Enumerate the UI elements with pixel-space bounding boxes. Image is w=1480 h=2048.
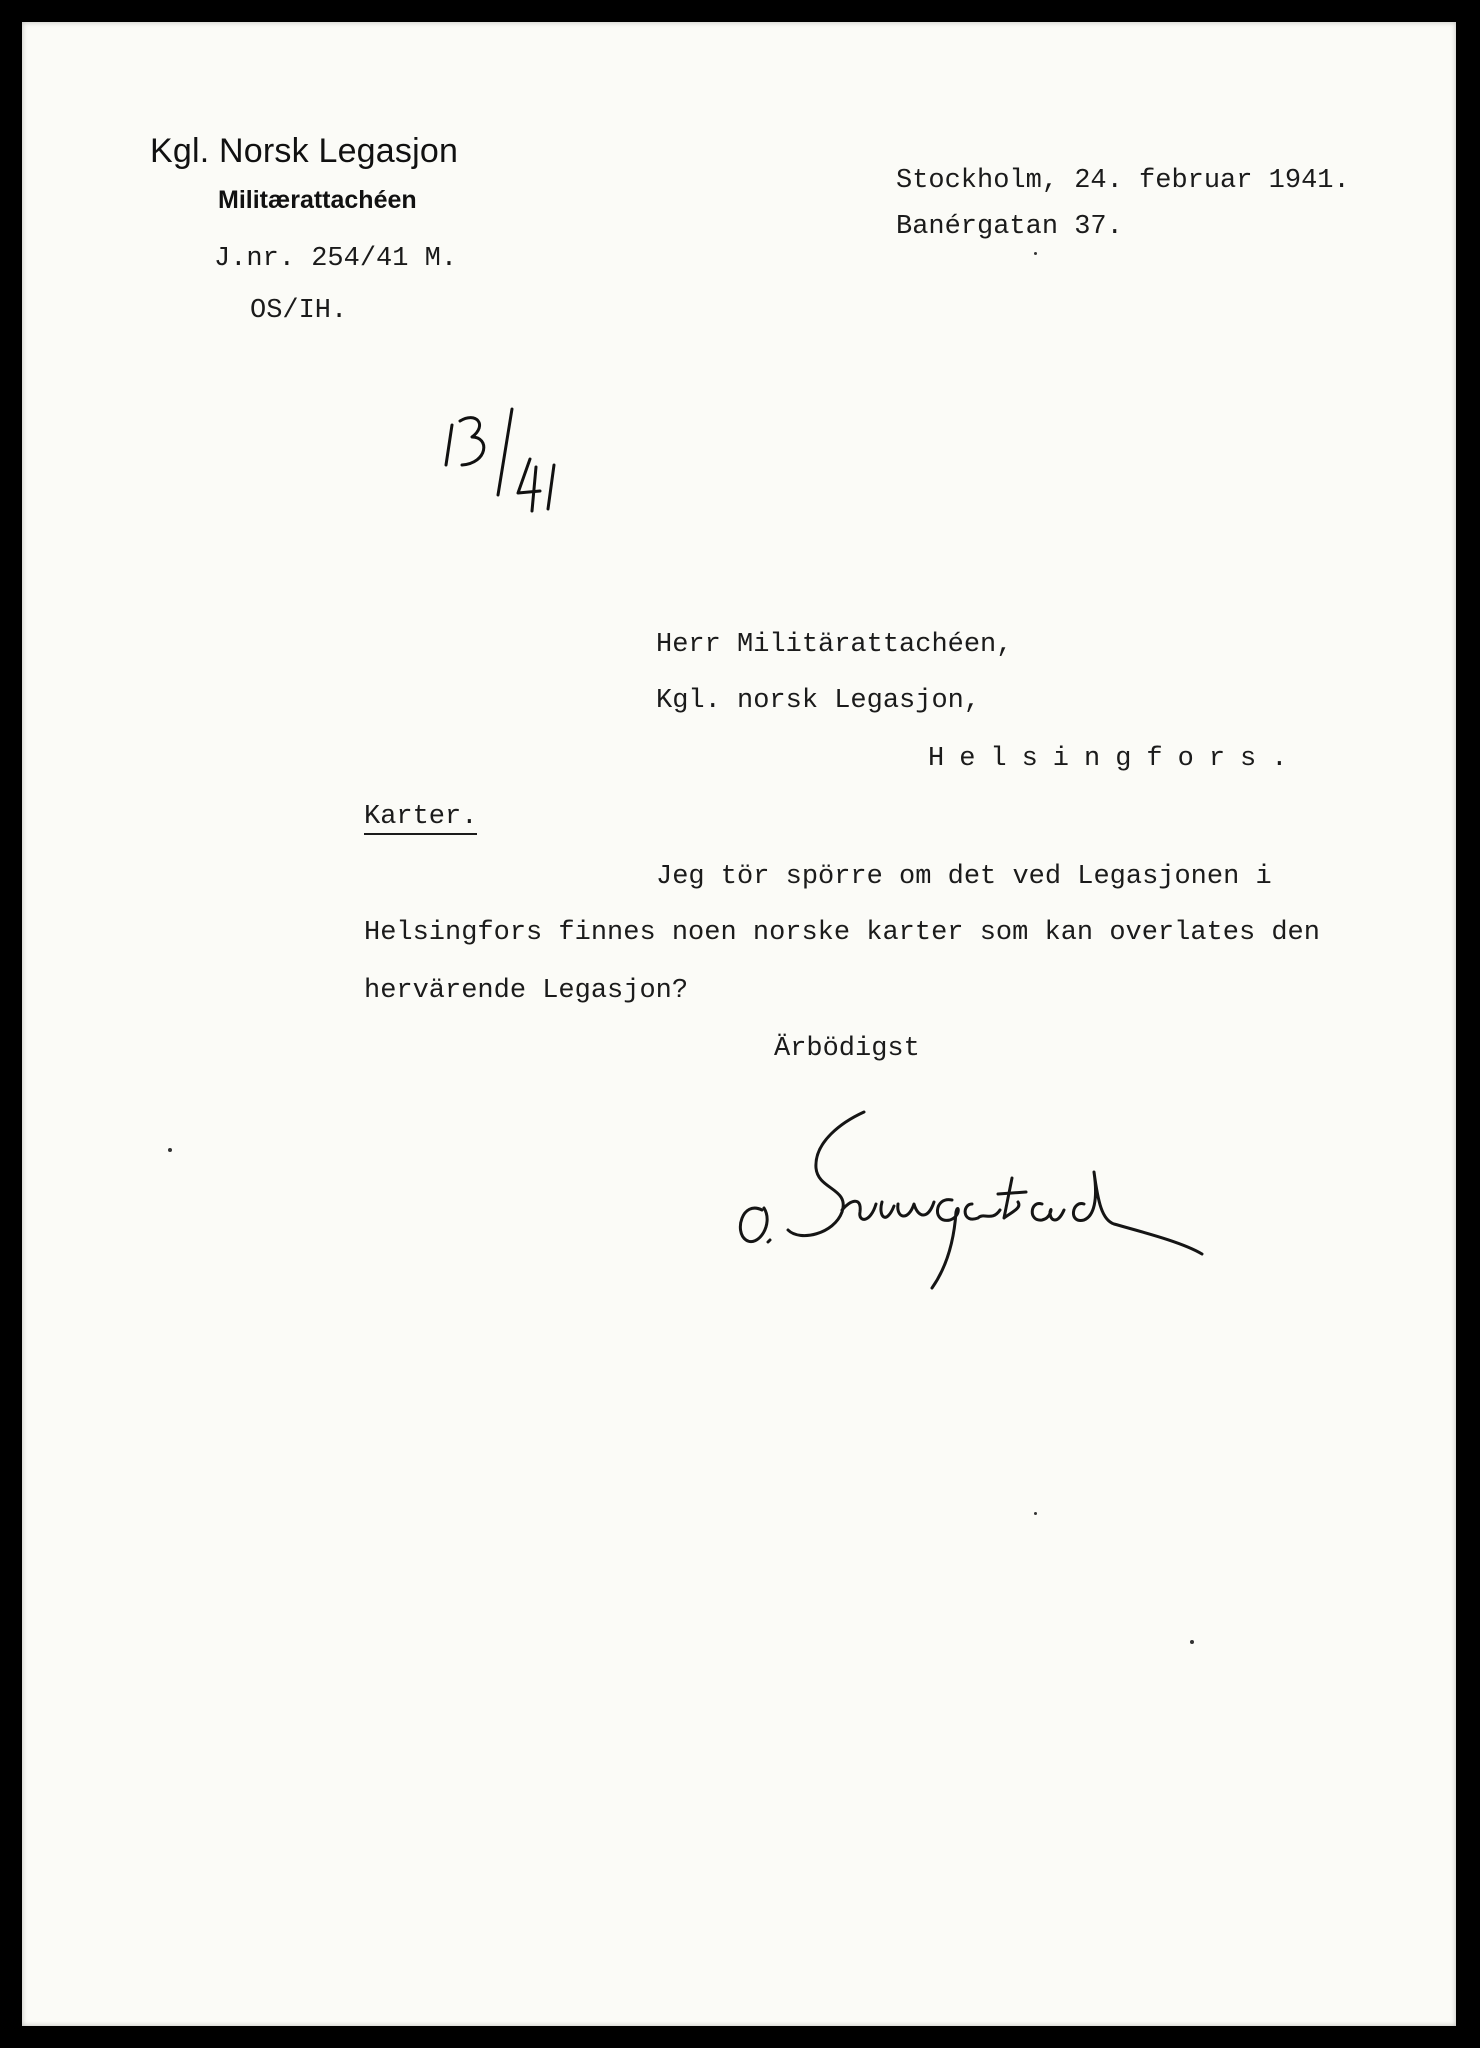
letterhead-title: Kgl. Norsk Legasjon [150, 132, 459, 170]
handwritten-signature [722, 1092, 1212, 1292]
body-line: hervärende Legasjon? [364, 976, 689, 1006]
closing-salutation: Ärbödigst [774, 1034, 920, 1064]
sender-address: Banérgatan 37. [896, 212, 1123, 242]
subject-line: Karter. [364, 804, 477, 835]
paper-speck [1190, 1640, 1194, 1644]
body-line: Jeg tör spörre om det ved Legasjonen i [656, 862, 1272, 892]
recipient-city: Helsingfors. [928, 744, 1303, 774]
handwritten-file-number [442, 407, 592, 517]
letterhead-subtitle: Militærattachéen [218, 186, 417, 214]
journal-number: J.nr. 254/41 M. [214, 244, 458, 274]
recipient-organization: Kgl. norsk Legasjon, [656, 686, 981, 716]
recipient-title: Herr Militärattachéen, [656, 630, 1013, 660]
paper-speck [1034, 252, 1037, 255]
reference-initials: OS/IH. [250, 296, 348, 326]
place-and-date: Stockholm, 24. februar 1941. [896, 166, 1350, 196]
body-line: Helsingfors finnes noen norske karter som kan overlates den [364, 918, 1320, 948]
paper-speck [168, 1148, 172, 1152]
letter-page [22, 22, 1456, 2026]
paper-speck [1034, 1512, 1037, 1515]
